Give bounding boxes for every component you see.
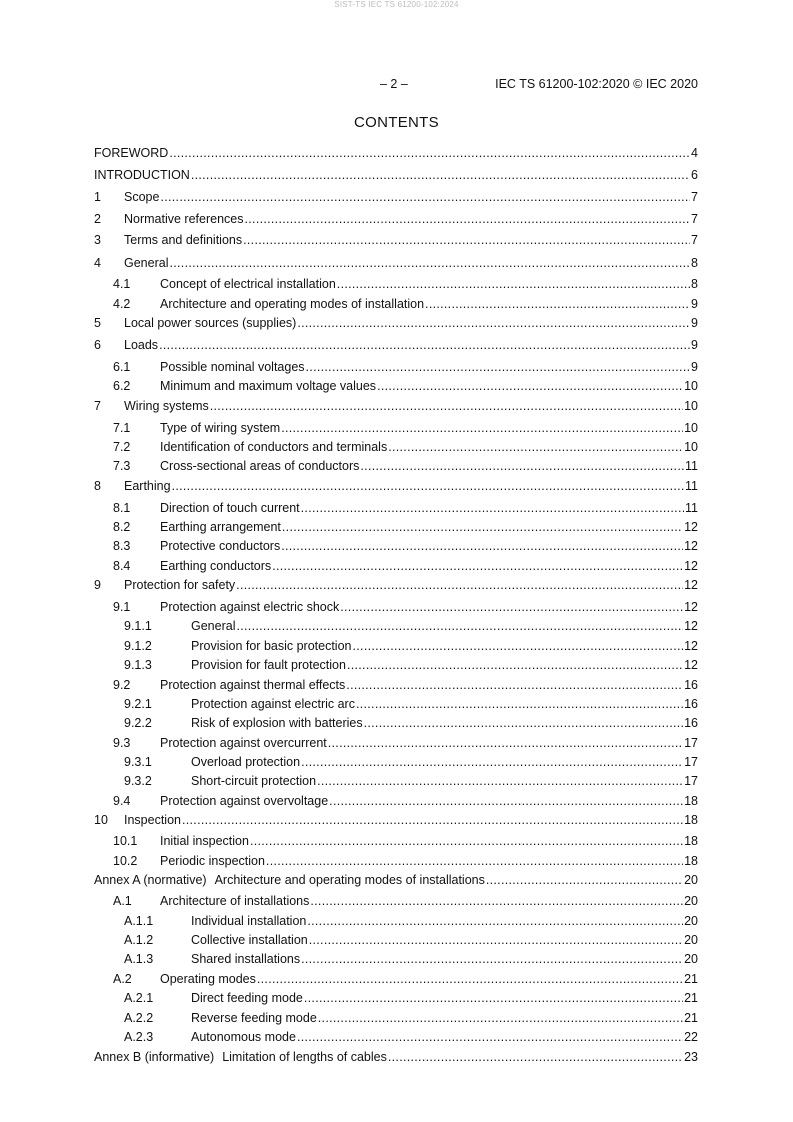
- toc-entry-number: 9.2.1: [124, 697, 152, 711]
- toc-entry-number: A.1.3: [124, 952, 154, 966]
- toc-entry-number: 7.3: [113, 459, 131, 473]
- toc-dot-leader: [388, 1049, 683, 1066]
- toc-entry[interactable]: [94, 458, 698, 475]
- toc-dot-leader: [328, 735, 683, 752]
- toc-dot-leader: [340, 599, 683, 616]
- toc-entry-number: 4.2: [113, 297, 131, 311]
- toc-entry-label: Scope: [124, 190, 160, 204]
- toc-entry-page: 10: [684, 399, 698, 413]
- toc-entry-number: A.2.3: [124, 1030, 154, 1044]
- toc-entry[interactable]: [94, 872, 698, 889]
- toc-entry-page: 20: [684, 894, 698, 908]
- toc-entry-label: Architecture and operating modes of installations: [214, 873, 485, 887]
- toc-entry-number: 4: [94, 256, 101, 270]
- toc-entry[interactable]: [94, 1010, 698, 1027]
- toc-dot-leader: [346, 677, 683, 694]
- toc-entry[interactable]: [94, 378, 698, 395]
- toc-entry-page: 17: [684, 755, 698, 769]
- toc-entry-label: Protective conductors: [160, 539, 281, 553]
- toc-entry-label: Risk of explosion with batteries: [191, 716, 363, 730]
- toc-dot-leader: [245, 211, 691, 228]
- toc-entry-number: 2: [94, 212, 101, 226]
- toc-entry-page: 18: [684, 813, 698, 827]
- toc-dot-leader: [160, 189, 690, 206]
- toc-dot-leader: [250, 833, 683, 850]
- toc-entry-number: A.2.2: [124, 1011, 154, 1025]
- toc-entry-number: 10: [94, 813, 108, 827]
- toc-entry[interactable]: [94, 793, 698, 810]
- toc-entry[interactable]: [94, 211, 698, 228]
- toc-entry-number: 9: [94, 578, 101, 592]
- toc-entry-label: Inspection: [124, 813, 181, 827]
- toc-dot-leader: [377, 378, 683, 395]
- toc-entry-number: 9.3.2: [124, 774, 152, 788]
- toc-entry[interactable]: [94, 638, 698, 655]
- toc-entry-page: 21: [684, 1011, 698, 1025]
- toc-entry-label: Provision for basic protection: [191, 639, 352, 653]
- toc-entry-label: General: [124, 256, 169, 270]
- toc-dot-leader: [236, 577, 683, 594]
- toc-entry-page: 17: [684, 736, 698, 750]
- toc-entry[interactable]: [94, 773, 698, 790]
- page-header: [0, 77, 793, 93]
- toc-entry-label: Shared installations: [191, 952, 301, 966]
- toc-entry[interactable]: [94, 359, 698, 376]
- toc-entry-number: 6: [94, 338, 101, 352]
- toc-entry-number: A.2: [113, 972, 132, 986]
- toc-entry-page: 23: [684, 1050, 698, 1064]
- toc-entry-label: Possible nominal voltages: [160, 360, 305, 374]
- toc-entry[interactable]: [94, 255, 698, 272]
- toc-entry-label: Architecture and operating modes of installation: [160, 297, 425, 311]
- toc-entry-page: 8: [691, 256, 698, 270]
- toc-dot-leader: [356, 696, 683, 713]
- toc-entry-number: Annex B (informative): [94, 1050, 215, 1064]
- page-number: – 2 –: [380, 77, 408, 91]
- toc-entry-page: 6: [691, 168, 698, 182]
- toc-entry-label: Terms and definitions: [124, 233, 243, 247]
- toc-entry[interactable]: [94, 696, 698, 713]
- toc-entry-number: 6.2: [113, 379, 131, 393]
- toc-dot-leader: [364, 715, 683, 732]
- toc-dot-leader: [329, 793, 683, 810]
- toc-dot-leader: [182, 812, 683, 829]
- toc-dot-leader: [309, 932, 683, 949]
- toc-entry[interactable]: [94, 599, 698, 616]
- toc-dot-leader: [388, 439, 683, 456]
- toc-entry-page: 12: [684, 658, 698, 672]
- toc-entry-page: 17: [684, 774, 698, 788]
- toc-entry-label: Local power sources (supplies): [124, 316, 297, 330]
- toc-entry-number: 10.1: [113, 834, 138, 848]
- toc-entry-label: Operating modes: [160, 972, 256, 986]
- toc-entry-number: A.1: [113, 894, 132, 908]
- toc-entry-label: Wiring systems: [124, 399, 209, 413]
- toc-entry-number: 1: [94, 190, 101, 204]
- toc-entry-label: Identification of conductors and terminals: [160, 440, 388, 454]
- toc-dot-leader: [310, 893, 683, 910]
- toc-entry[interactable]: [94, 500, 698, 517]
- toc-dot-leader: [266, 853, 683, 870]
- toc-entry-number: 9.3.1: [124, 755, 152, 769]
- toc-entry-label: Limitation of lengths of cables: [222, 1050, 387, 1064]
- toc-entry-page: 22: [684, 1030, 698, 1044]
- toc-entry-label: Loads: [124, 338, 159, 352]
- toc-entry-page: 10: [684, 421, 698, 435]
- toc-entry[interactable]: [94, 420, 698, 437]
- toc-entry-label: Protection against thermal effects: [160, 678, 346, 692]
- toc-entry-page: 20: [684, 873, 698, 887]
- toc-dot-leader: [301, 500, 684, 517]
- toc-dot-leader: [272, 558, 683, 575]
- toc-dot-leader: [257, 971, 683, 988]
- toc-entry-page: 12: [684, 639, 698, 653]
- toc-entry[interactable]: [94, 1049, 698, 1066]
- toc-entry-number: 3: [94, 233, 101, 247]
- toc-dot-leader: [169, 145, 690, 162]
- toc-entry-page: 11: [685, 501, 698, 515]
- toc-entry-label: Protection against overcurrent: [160, 736, 327, 750]
- toc-entry[interactable]: [94, 990, 698, 1007]
- toc-entry-page: 20: [684, 933, 698, 947]
- toc-entry-number: 8.4: [113, 559, 131, 573]
- toc-entry-label: Minimum and maximum voltage values: [160, 379, 377, 393]
- toc-entry[interactable]: [94, 167, 698, 184]
- toc-entry-label: Earthing arrangement: [160, 520, 281, 534]
- toc-entry-page: 12: [684, 520, 698, 534]
- toc-entry[interactable]: [94, 618, 698, 635]
- toc-entry-label: Overload protection: [191, 755, 301, 769]
- toc-entry-label: Protection against overvoltage: [160, 794, 329, 808]
- toc-entry-label: Protection for safety: [124, 578, 236, 592]
- toc-dot-leader: [159, 337, 690, 354]
- toc-dot-leader: [281, 538, 683, 555]
- toc-entry-page: 9: [691, 338, 698, 352]
- standard-reference: IEC TS 61200-102:2020 © IEC 2020: [495, 77, 698, 91]
- toc-entry[interactable]: [94, 296, 698, 313]
- toc-entry-number: 10.2: [113, 854, 138, 868]
- toc-entry-label: Earthing: [124, 479, 171, 493]
- toc-entry-label: Short-circuit protection: [191, 774, 317, 788]
- toc-entry[interactable]: [94, 145, 698, 162]
- toc-entry[interactable]: [94, 519, 698, 536]
- toc-entry-label: Concept of electrical installation: [160, 277, 336, 291]
- toc-entry-label: Autonomous mode: [191, 1030, 296, 1044]
- toc-dot-leader: [172, 478, 684, 495]
- toc-entry-label: INTRODUCTION: [94, 168, 190, 182]
- toc-entry-label: Protection against electric shock: [160, 600, 340, 614]
- toc-entry-page: 9: [691, 360, 698, 374]
- toc-dot-leader: [347, 657, 683, 674]
- toc-dot-leader: [301, 754, 683, 771]
- toc-dot-leader: [236, 618, 683, 635]
- toc-entry-number: 8.1: [113, 501, 131, 515]
- toc-entry-number: 9.3: [113, 736, 131, 750]
- toc-dot-leader: [337, 276, 690, 293]
- toc-dot-leader: [169, 255, 690, 272]
- toc-entry-label: Reverse feeding mode: [191, 1011, 317, 1025]
- toc-entry-page: 12: [684, 578, 698, 592]
- toc-entry-page: 12: [684, 559, 698, 573]
- toc-entry-number: 9.1.1: [124, 619, 152, 633]
- toc-entry-label: Initial inspection: [160, 834, 249, 848]
- toc-entry-label: Protection against electric arc: [191, 697, 355, 711]
- toc-dot-leader: [210, 398, 683, 415]
- toc-entry-number: 8: [94, 479, 101, 493]
- toc-entry[interactable]: [94, 715, 698, 732]
- toc-entry-page: 16: [684, 678, 698, 692]
- toc-entry-number: A.1.1: [124, 914, 154, 928]
- toc-entry-page: 16: [684, 716, 698, 730]
- toc-entry-number: 9.1.2: [124, 639, 152, 653]
- toc-dot-leader: [297, 315, 690, 332]
- toc-entry-label: Earthing conductors: [160, 559, 272, 573]
- toc-entry-label: Normative references: [124, 212, 244, 226]
- toc-entry-number: A.1.2: [124, 933, 154, 947]
- toc-entry-number: 9.2: [113, 678, 131, 692]
- toc-entry[interactable]: [94, 439, 698, 456]
- toc-entry-label: Direct feeding mode: [191, 991, 303, 1005]
- toc-entry-page: 21: [684, 972, 698, 986]
- toc-entry-number: 6.1: [113, 360, 131, 374]
- toc-entry-number: 4.1: [113, 277, 131, 291]
- toc-entry-label: Direction of touch current: [160, 501, 300, 515]
- page-title: CONTENTS: [354, 114, 439, 131]
- toc-entry[interactable]: [94, 1029, 698, 1046]
- toc-entry-page: 12: [684, 539, 698, 553]
- toc-entry-page: 9: [691, 297, 698, 311]
- toc-entry-label: Individual installation: [191, 914, 307, 928]
- toc-entry[interactable]: [94, 398, 698, 415]
- toc-entry[interactable]: [94, 754, 698, 771]
- toc-entry-page: 7: [691, 190, 698, 204]
- toc-entry-label: Type of wiring system: [160, 421, 281, 435]
- toc-entry-number: A.2.1: [124, 991, 154, 1005]
- toc-entry-page: 7: [691, 233, 698, 247]
- toc-entry[interactable]: [94, 315, 698, 332]
- toc-entry[interactable]: [94, 913, 698, 930]
- toc-entry-page: 12: [684, 619, 698, 633]
- toc-dot-leader: [304, 990, 683, 1007]
- toc-entry[interactable]: [94, 677, 698, 694]
- toc-entry-page: 11: [685, 479, 698, 493]
- toc-entry-number: 9.1: [113, 600, 131, 614]
- toc-dot-leader: [318, 1010, 683, 1027]
- toc-entry-number: 7.1: [113, 421, 131, 435]
- toc-entry[interactable]: [94, 853, 698, 870]
- toc-entry[interactable]: [94, 932, 698, 949]
- toc-entry-page: 18: [684, 854, 698, 868]
- toc-entry-number: 7.2: [113, 440, 131, 454]
- toc-entry-page: 7: [691, 212, 698, 226]
- toc-dot-leader: [191, 167, 690, 184]
- toc-entry-label: Periodic inspection: [160, 854, 265, 868]
- toc-entry[interactable]: [94, 478, 698, 495]
- toc-entry-page: 11: [685, 459, 698, 473]
- toc-entry-label: Cross-sectional areas of conductors: [160, 459, 360, 473]
- toc-entry[interactable]: [94, 812, 698, 829]
- toc-entry[interactable]: [94, 893, 698, 910]
- toc-dot-leader: [281, 420, 683, 437]
- toc-entry-page: 4: [691, 146, 698, 160]
- toc-entry-page: 16: [684, 697, 698, 711]
- toc-entry-page: 9: [691, 316, 698, 330]
- toc-entry[interactable]: [94, 971, 698, 988]
- toc-entry[interactable]: [94, 232, 698, 249]
- toc-entry-page: 8: [691, 277, 698, 291]
- toc-entry-label: Collective installation: [191, 933, 308, 947]
- toc-dot-leader: [360, 458, 684, 475]
- toc-dot-leader: [301, 951, 683, 968]
- toc-dot-leader: [353, 638, 684, 655]
- toc-entry-page: 20: [684, 952, 698, 966]
- toc-entry-number: 9.4: [113, 794, 131, 808]
- toc-entry[interactable]: [94, 558, 698, 575]
- toc-entry-page: 12: [684, 600, 698, 614]
- toc-dot-leader: [306, 359, 691, 376]
- toc-entry-number: 9.2.2: [124, 716, 152, 730]
- toc-entry[interactable]: [94, 538, 698, 555]
- toc-entry-number: Annex A (normative): [94, 873, 207, 887]
- toc-dot-leader: [425, 296, 690, 313]
- toc-entry[interactable]: [94, 657, 698, 674]
- toc-entry[interactable]: [94, 337, 698, 354]
- toc-dot-leader: [307, 913, 683, 930]
- toc-dot-leader: [243, 232, 690, 249]
- toc-entry[interactable]: [94, 189, 698, 206]
- toc-entry-number: 7: [94, 399, 101, 413]
- toc-dot-leader: [282, 519, 683, 536]
- toc-entry-page: 18: [684, 794, 698, 808]
- toc-entry[interactable]: [94, 276, 698, 293]
- toc-entry-page: 20: [684, 914, 698, 928]
- toc-entry[interactable]: [94, 951, 698, 968]
- toc-entry-label: General: [191, 619, 236, 633]
- toc-entry-number: 8.3: [113, 539, 131, 553]
- toc-dot-leader: [297, 1029, 683, 1046]
- toc-entry-page: 10: [684, 379, 698, 393]
- toc-entry[interactable]: [94, 577, 698, 594]
- toc-entry-page: 21: [684, 991, 698, 1005]
- toc-entry-label: Provision for fault protection: [191, 658, 346, 672]
- toc-entry-number: 8.2: [113, 520, 131, 534]
- toc-dot-leader: [317, 773, 683, 790]
- toc-entry-label: FOREWORD: [94, 146, 169, 160]
- toc-entry-page: 18: [684, 834, 698, 848]
- toc-entry-number: 9.1.3: [124, 658, 152, 672]
- toc-entry[interactable]: [94, 833, 698, 850]
- watermark: SIST-TS IEC TS 61200-102:2024: [334, 0, 459, 9]
- toc-entry-page: 10: [684, 440, 698, 454]
- toc-entry-number: 5: [94, 316, 101, 330]
- toc-dot-leader: [486, 872, 683, 889]
- toc-entry[interactable]: [94, 735, 698, 752]
- toc-entry-label: Architecture of installations: [160, 894, 310, 908]
